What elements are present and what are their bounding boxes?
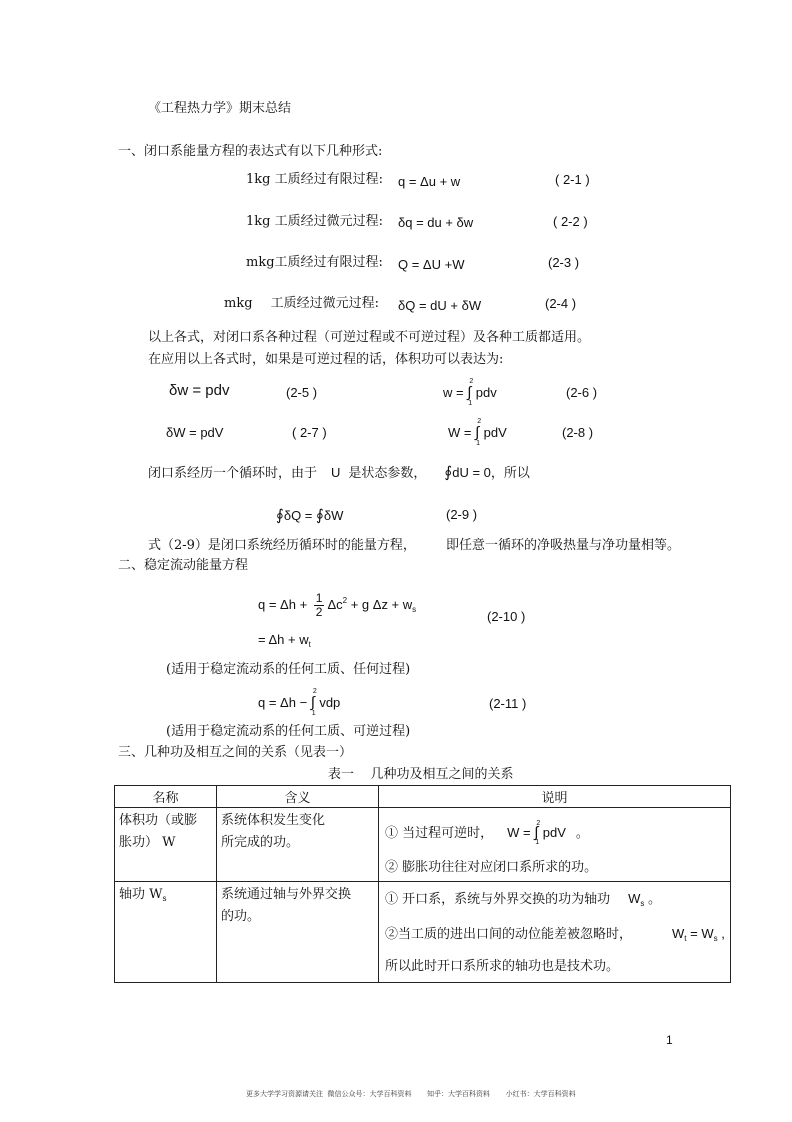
eq10-number: (2-10 ) (487, 609, 526, 624)
work-relations-table (114, 785, 731, 983)
eq1-number: ( 2-1 ) (555, 172, 590, 187)
eq6-number: (2-6 ) (566, 385, 598, 400)
cycle-u-symbol: U (331, 465, 341, 480)
eq7-formula: δW = pdV (166, 425, 224, 440)
row1-explain: ① 当过程可逆时， W = ∫$^2_1$ pdV 。 ② 膨胀功往往对应闭口系所求的功。 (379, 808, 731, 882)
section-2-heading: 二、稳定流动能量方程 (118, 558, 249, 573)
cycle-conclusion: 式（2-9）是闭口系统经历循环时的能量方程， 即任意一循环的净吸热量与净功量相等。 (148, 538, 680, 553)
eq10-formula-line1: q = Δh + $\frac{1}{2}$ $\Delta c^2 + g$ $\Delta z + w_s$ (258, 591, 417, 619)
eq9-formula: ∮δQ = ∮δW (276, 507, 344, 524)
note-reversible-process: (适用于稳定流动系的任何工质、可逆过程) (166, 724, 411, 739)
section-1-heading: 一、闭口系能量方程的表达式有以下几种形式: (118, 144, 383, 159)
eq7-number: ( 2-7 ) (292, 425, 327, 440)
eq10-formula-line2: = $\Delta h + w_t$ (258, 632, 311, 649)
eq3-label: mkg工质经过有限过程: (246, 255, 383, 270)
eq8-number: (2-8 ) (562, 425, 594, 440)
header-meaning: 含义 (217, 786, 379, 808)
row2-meaning: 系统通过轴与外界交换 的功。 (217, 882, 379, 983)
cyclic-du-formula: ∮dU = 0 (444, 464, 491, 481)
note-any-process: (适用于稳定流动系的任何工质、任何过程) (166, 662, 411, 677)
eq2-number: ( 2-2 ) (553, 214, 588, 229)
paragraph-applicability: 以上各式，对闭口系各种过程（可逆过程或不可逆过程）及各种工质都适用。 (148, 330, 591, 345)
eq4-number: (2-4 ) (545, 296, 577, 311)
table-row (115, 882, 731, 983)
row2-name: 轴功 $W_s$ (115, 882, 217, 983)
eq9-number: (2-9 ) (446, 507, 478, 522)
document-title: 《工程热力学》期末总结 (148, 101, 292, 116)
table-caption: 表一 几种功及相互之间的关系 (328, 767, 514, 782)
header-explain: 说明 (379, 786, 731, 808)
eq4-label: mkg 工质经过微元过程: (224, 296, 380, 311)
row1-meaning: 系统体积发生变化 所完成的功。 (217, 808, 379, 882)
eq6-formula: w = ∫$^2_1$ pdv (443, 378, 497, 407)
eq3-formula: Q = ΔU +W (398, 257, 465, 272)
eq4-formula: δQ = dU + δW (398, 298, 482, 313)
row2-explain: ① 开口系，系统与外界交换的功为轴功 $W_s$ 。 ②当工质的进出口间的动位能差被忽略时， $W_t = W_s$ , 所以此时开口系所求的轴功也是技术功。 (379, 882, 731, 983)
eq11-formula: q = Δh − ∫$^2_1$ vdp (258, 688, 341, 717)
footer-note: 更多大学学习资源请关注 微信公众号：大学百科资料 知乎：大学百科资料 小红书：大学百科资料 (246, 1090, 576, 1098)
paragraph-reversible: 在应用以上各式时，如果是可逆过程的话，体积功可以表达为: (148, 352, 504, 367)
eq8-formula: W = ∫$^2_1$ pdV (448, 418, 507, 447)
eq11-number: (2-11 ) (489, 696, 527, 711)
eq2-formula: δq = du + δw (398, 215, 474, 230)
eq5-formula: δw = pdv (169, 382, 230, 399)
eq2-label: 1kg 工质经过微元过程: (246, 214, 383, 229)
eq5-number: (2-5 ) (286, 385, 318, 400)
table-row (115, 808, 731, 882)
cycle-sentence: 闭口系经历一个循环时，由于 U 是状态参数， ∮dU = 0，所以 (148, 464, 530, 481)
eq1-formula: q = Δu + w (398, 174, 461, 189)
eq1-label: 1kg 工质经过有限过程: (246, 172, 383, 187)
eq3-number: (2-3 ) (548, 255, 580, 270)
row1-name: 体积功（或膨 胀功） W (115, 808, 217, 882)
page-number: 1 (666, 1033, 673, 1047)
table-header-row (115, 786, 731, 808)
section-3-heading: 三、几种功及相互之间的关系（见表一） (118, 745, 353, 760)
header-name: 名称 (115, 786, 217, 808)
